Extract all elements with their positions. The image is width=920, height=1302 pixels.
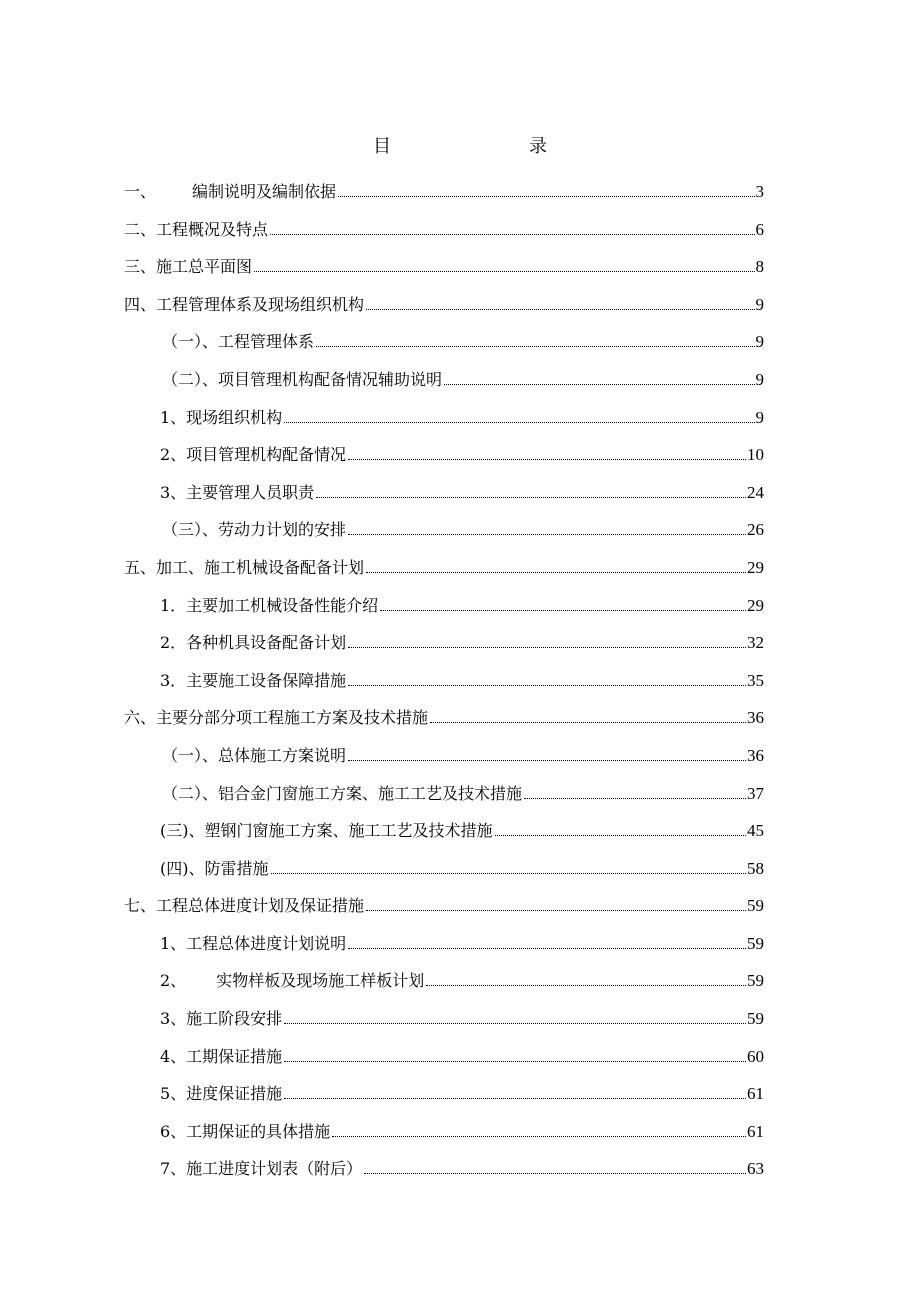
toc-page-number: 24 — [747, 482, 764, 502]
toc-page-number: 3 — [755, 182, 764, 201]
toc-entry-label: 五、加工、施工机械设备配备计划 — [124, 557, 365, 577]
toc-dot-leader — [254, 270, 754, 272]
toc-page-number: 9 — [755, 369, 764, 389]
toc-page-number: 61 — [747, 1121, 764, 1141]
toc-page-number: 32 — [747, 633, 764, 653]
toc-entry-prefix: 2、 — [160, 971, 187, 991]
toc-dot-leader — [270, 233, 754, 235]
toc-entry-label: 3、主要管理人员职责 — [160, 482, 315, 502]
toc-entry[interactable] — [124, 329, 764, 367]
toc-dot-leader — [524, 797, 746, 799]
toc-entry-label: 1、工程总体进度计划说明 — [160, 933, 347, 953]
toc-page-number: 59 — [747, 933, 764, 953]
toc-page-number: 9 — [755, 332, 764, 352]
toc-dot-leader — [348, 646, 746, 648]
toc-entry[interactable] — [124, 442, 764, 480]
toc-page-number: 45 — [747, 821, 764, 841]
toc-entry-label: 6、工期保证的具体措施 — [160, 1121, 331, 1141]
toc-page-number: 58 — [747, 858, 764, 878]
toc-entry-label: 四、工程管理体系及现场组织机构 — [124, 294, 365, 314]
toc-page-number: 26 — [747, 520, 764, 540]
toc-entry-label: 3．主要施工设备保障措施 — [160, 670, 347, 690]
toc-dot-leader — [284, 1097, 746, 1099]
toc-entry[interactable] — [124, 217, 764, 255]
toc-list — [124, 179, 764, 1194]
toc-entry[interactable] — [124, 1006, 764, 1044]
toc-entry[interactable] — [124, 593, 764, 631]
toc-entry[interactable] — [124, 1044, 764, 1082]
toc-dot-leader — [364, 1172, 746, 1174]
toc-page-number: 59 — [747, 1009, 764, 1029]
toc-dot-leader — [284, 1022, 746, 1024]
toc-entry[interactable] — [124, 781, 764, 819]
toc-dot-leader — [332, 1135, 746, 1137]
toc-page-number: 6 — [755, 219, 764, 239]
toc-entry-prefix: 一、 — [124, 182, 157, 201]
toc-entry[interactable] — [124, 405, 764, 443]
toc-entry-label: （一）、总体施工方案说明 — [162, 745, 347, 765]
toc-entry[interactable] — [124, 856, 764, 894]
toc-entry-label: 二、工程概况及特点 — [124, 219, 269, 239]
toc-entry-label: 三、施工总平面图 — [124, 257, 253, 277]
toc-page-number: 10 — [747, 445, 764, 465]
toc-dot-leader — [316, 496, 746, 498]
toc-entry[interactable] — [124, 1119, 764, 1157]
toc-entry[interactable] — [124, 254, 764, 292]
toc-dot-leader — [366, 308, 754, 310]
toc-entry[interactable] — [124, 179, 764, 217]
toc-dot-leader — [366, 571, 746, 573]
toc-dot-leader — [430, 721, 746, 723]
toc-page-number: 59 — [747, 896, 764, 916]
toc-entry-label: 编制说明及编制依据 — [192, 182, 337, 201]
toc-entry-label: （二）、项目管理机构配备情况辅助说明 — [162, 369, 443, 389]
toc-entry-label: 2、项目管理机构配备情况 — [160, 445, 347, 465]
toc-dot-leader — [316, 345, 754, 347]
toc-entry[interactable] — [124, 480, 764, 518]
toc-page-number: 9 — [755, 294, 764, 314]
toc-dot-leader — [348, 533, 746, 535]
toc-entry-label: 1．主要加工机械设备性能介绍 — [160, 595, 379, 615]
toc-page-number: 37 — [747, 783, 764, 803]
toc-entry[interactable] — [124, 968, 764, 1006]
toc-dot-leader — [338, 195, 754, 197]
toc-page-number: 36 — [747, 708, 764, 728]
toc-entry[interactable] — [124, 292, 764, 330]
toc-page-number: 60 — [747, 1046, 764, 1066]
toc-page-number: 63 — [747, 1159, 764, 1179]
toc-dot-leader — [348, 759, 746, 761]
toc-dot-leader — [366, 909, 746, 911]
toc-entry-label: 1、现场组织机构 — [160, 407, 283, 427]
toc-title: 目 录 — [373, 136, 581, 157]
toc-entry[interactable] — [124, 705, 764, 743]
toc-dot-leader — [444, 383, 754, 385]
toc-page-number: 29 — [747, 595, 764, 615]
toc-page-number: 36 — [747, 745, 764, 765]
toc-entry-label: 七、工程总体进度计划及保证措施 — [124, 896, 365, 916]
toc-entry-label: (三)、塑钢门窗施工方案、施工工艺及技术措施 — [160, 821, 493, 841]
toc-dot-leader — [348, 684, 746, 686]
toc-dot-leader — [284, 421, 754, 423]
toc-dot-leader — [426, 984, 746, 986]
toc-entry[interactable] — [124, 630, 764, 668]
toc-entry-label: 3、施工阶段安排 — [160, 1009, 283, 1029]
toc-page-number: 35 — [747, 670, 764, 690]
toc-entry[interactable] — [124, 668, 764, 706]
toc-entry-label: （三）、劳动力计划的安排 — [162, 520, 347, 540]
toc-entry[interactable] — [124, 1081, 764, 1119]
toc-dot-leader — [380, 609, 746, 611]
toc-entry-label: (四)、防雷措施 — [160, 858, 269, 878]
toc-dot-leader — [284, 1060, 746, 1062]
toc-dot-leader — [495, 834, 747, 836]
toc-page-number: 8 — [755, 257, 764, 277]
toc-entry[interactable] — [124, 1156, 764, 1194]
toc-dot-leader — [348, 947, 746, 949]
toc-entry[interactable] — [124, 555, 764, 593]
toc-entry-label: 六、主要分部分项工程施工方案及技术措施 — [124, 708, 429, 728]
toc-page-number: 9 — [755, 407, 764, 427]
toc-entry[interactable] — [124, 517, 764, 555]
toc-entry[interactable] — [124, 367, 764, 405]
toc-entry-label: 7、施工进度计划表（附后） — [160, 1159, 363, 1179]
toc-entry-label: 实物样板及现场施工样板计划 — [216, 971, 425, 991]
toc-entry[interactable] — [124, 743, 764, 781]
toc-entry-label: （一）、工程管理体系 — [162, 332, 315, 352]
toc-entry[interactable] — [124, 893, 764, 931]
toc-entry-label: 5、进度保证措施 — [160, 1084, 283, 1104]
toc-entry-label: 4、工期保证措施 — [160, 1046, 283, 1066]
toc-page-number: 59 — [747, 971, 764, 991]
toc-page-number: 29 — [747, 557, 764, 577]
toc-dot-leader — [348, 458, 746, 460]
toc-entry-label: （二）、铝合金门窗施工方案、施工工艺及技术措施 — [162, 783, 523, 803]
toc-page-number: 61 — [747, 1084, 764, 1104]
toc-entry[interactable] — [124, 818, 764, 856]
toc-entry[interactable] — [124, 931, 764, 969]
toc-entry-label: 2．各种机具设备配备计划 — [160, 633, 347, 653]
toc-dot-leader — [271, 872, 747, 874]
